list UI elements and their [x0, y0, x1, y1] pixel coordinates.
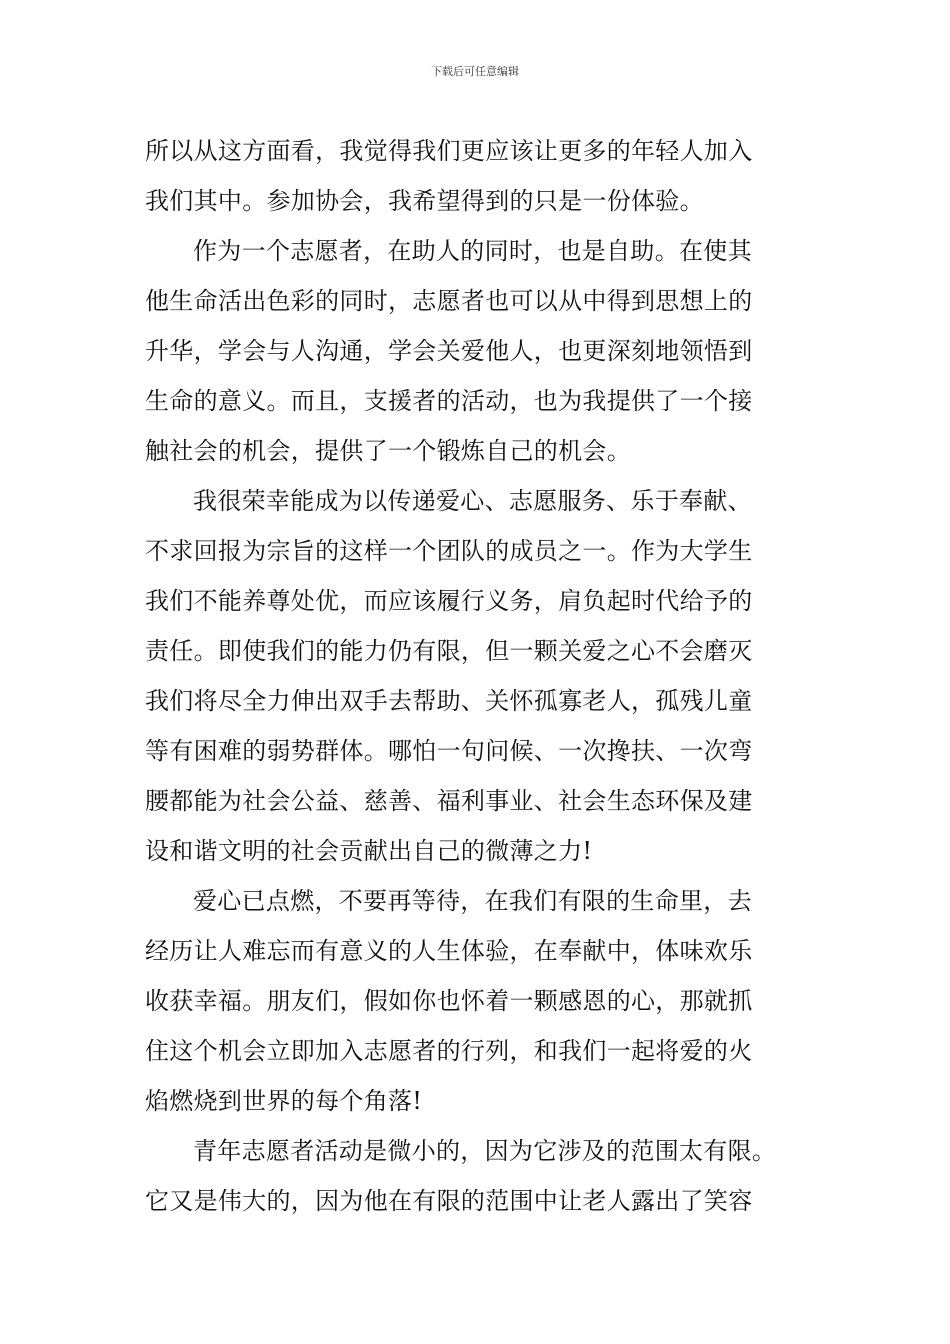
text-line: 我很荣幸能成为以传递爱心、志愿服务、乐于奉献、: [193, 487, 752, 515]
text-line: 爱心已点燃，不要再等待，在我们有限的生命里，去: [193, 887, 752, 915]
text-line: 它又是伟大的，因为他在有限的范围中让老人露出了笑容: [145, 1187, 753, 1215]
text-line: 不求回报为宗旨的这样一个团队的成员之一。作为大学生: [145, 537, 753, 565]
text-line: 所以从这方面看，我觉得我们更应该让更多的年轻人加入: [145, 137, 753, 165]
text-line: 腰都能为社会公益、慈善、福利事业、社会生态环保及建: [145, 787, 753, 815]
text-line: 青年志愿者活动是微小的，因为它涉及的范围太有限。: [193, 1137, 777, 1165]
text-line: 收获幸福。朋友们，假如你也怀着一颗感恩的心，那就抓: [145, 987, 753, 1015]
text-line: 触社会的机会，提供了一个锻炼自己的机会。: [145, 437, 631, 465]
text-line: 我们其中。参加协会，我希望得到的只是一份体验。: [145, 187, 704, 215]
text-line: 责任。即使我们的能力仍有限，但一颗关爱之心不会磨灭: [145, 637, 753, 665]
text-line: 他生命活出色彩的同时，志愿者也可以从中得到思想上的: [145, 287, 753, 315]
text-line: 焰燃烧到世界的每个角落!: [145, 1087, 423, 1115]
text-line: 作为一个志愿者，在助人的同时，也是自助。在使其: [193, 237, 752, 265]
text-line: 等有困难的弱势群体。哪怕一句问候、一次搀扶、一次弯: [145, 737, 753, 765]
text-line: 生命的意义。而且，支援者的活动，也为我提供了一个接: [145, 387, 753, 415]
document-body: [145, 126, 825, 1226]
text-line: 经历让人难忘而有意义的人生体验，在奉献中，体味欢乐: [145, 937, 753, 965]
text-line: 升华，学会与人沟通，学会关爱他人，也更深刻地领悟到: [145, 337, 753, 365]
page-header: 下载后可任意编辑: [431, 65, 519, 78]
text-line: 我们将尽全力伸出双手去帮助、关怀孤寡老人，孤残儿童: [145, 687, 753, 715]
text-line: 我们不能养尊处优，而应该履行义务，肩负起时代给予的: [145, 587, 753, 615]
text-line: 设和谐文明的社会贡献出自己的微薄之力!: [145, 837, 593, 865]
text-line: 住这个机会立即加入志愿者的行列，和我们一起将爱的火: [145, 1037, 753, 1065]
